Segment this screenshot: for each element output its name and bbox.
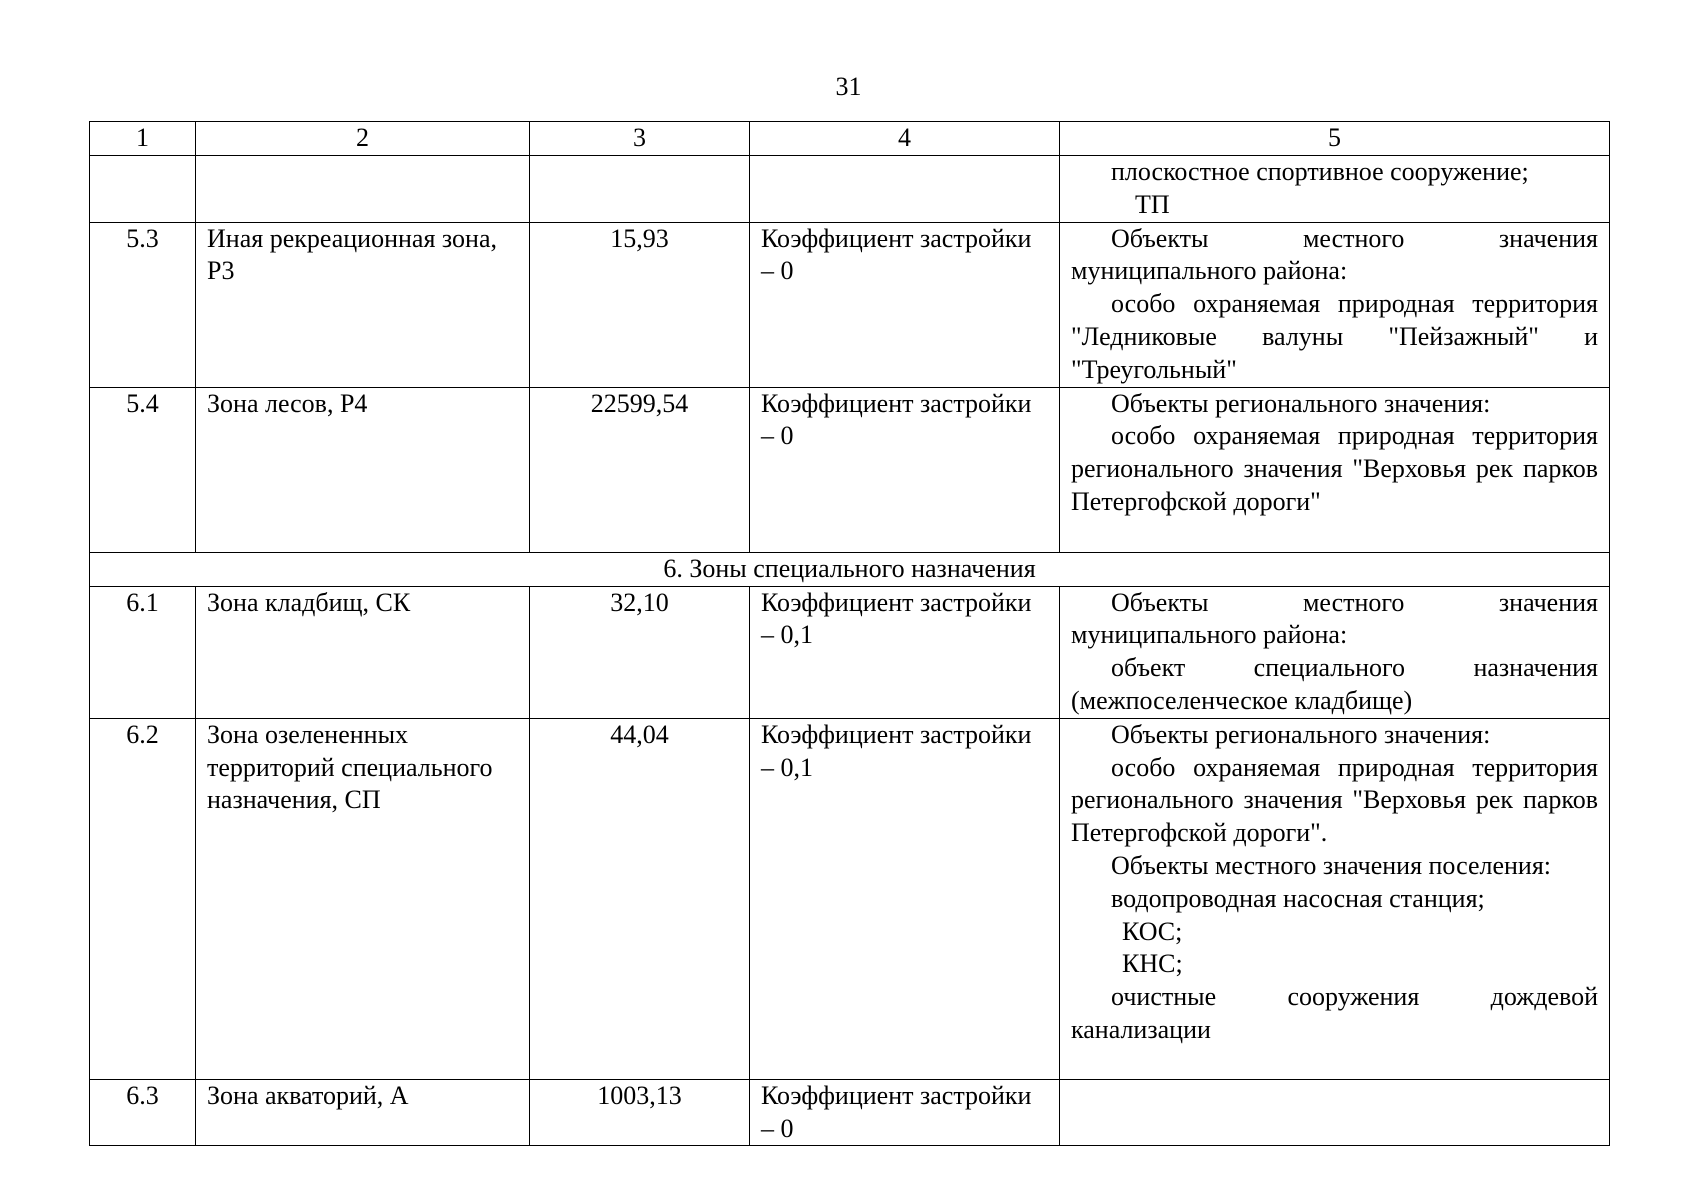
section-row bbox=[90, 552, 1610, 586]
object-line: Объекты местного значения поселения: bbox=[1111, 850, 1552, 880]
object-line: КОС; bbox=[1122, 916, 1183, 946]
zone-area: 1003,13 bbox=[530, 1079, 750, 1146]
zone-name: Зона лесов, Р4 bbox=[196, 387, 530, 552]
header-cell: 4 bbox=[750, 122, 1060, 156]
table-row bbox=[90, 586, 1610, 718]
table-row bbox=[90, 222, 1610, 387]
zone-area: 15,93 bbox=[530, 222, 750, 387]
zone-parameter bbox=[750, 156, 1060, 223]
row-number: 6.2 bbox=[90, 718, 196, 1079]
row-number: 5.3 bbox=[90, 222, 196, 387]
zone-area: 32,10 bbox=[530, 586, 750, 718]
zone-name: Зона акваторий, А bbox=[196, 1079, 530, 1146]
zone-objects bbox=[1060, 387, 1610, 552]
zone-parameter: Коэффициент застройки – 0,1 bbox=[750, 586, 1060, 718]
object-line: водопроводная насосная станция; bbox=[1111, 883, 1485, 913]
row-number: 6.1 bbox=[90, 586, 196, 718]
table-row bbox=[90, 156, 1610, 223]
section-title: 6. Зоны специального назначения bbox=[90, 552, 1610, 586]
zone-objects bbox=[1060, 156, 1610, 223]
zone-area: 22599,54 bbox=[530, 387, 750, 552]
zone-name: Иная рекреационная зона, Р3 bbox=[196, 222, 530, 387]
header-cell: 2 bbox=[196, 122, 530, 156]
object-line: особо охраняемая природная территория регионального значения "Верховья рек парков Петергофской дороги" bbox=[1071, 421, 1598, 516]
page-number: 31 bbox=[835, 72, 862, 101]
object-line: особо охраняемая природная территория регионального значения "Верховья рек парков Петергофской дороги". bbox=[1071, 752, 1598, 848]
zone-objects bbox=[1060, 222, 1610, 387]
zone-area bbox=[530, 156, 750, 223]
object-line: объект специального назначения (межпоселенческое кладбище) bbox=[1071, 653, 1598, 715]
table-row bbox=[90, 718, 1610, 1079]
zone-parameter: Коэффициент застройки – 0 bbox=[750, 387, 1060, 552]
object-line: плоскостное спортивное сооружение; bbox=[1111, 157, 1529, 186]
zone-name bbox=[196, 156, 530, 223]
table-header-row bbox=[90, 122, 1610, 156]
zone-parameter: Коэффициент застройки – 0,1 bbox=[750, 718, 1060, 1079]
object-line: Объекты местного значения муниципального района: bbox=[1071, 587, 1598, 650]
table-row bbox=[90, 387, 1610, 552]
object-line: Объекты регионального значения: bbox=[1111, 388, 1491, 418]
table-row bbox=[90, 1079, 1610, 1146]
object-line: Объекты местного значения муниципального района: bbox=[1071, 223, 1598, 286]
row-number bbox=[90, 156, 196, 223]
zone-name: Зона озелененных территорий специального назначения, СП bbox=[196, 718, 530, 1079]
row-number: 6.3 bbox=[90, 1079, 196, 1146]
header-cell: 3 bbox=[530, 122, 750, 156]
header-cell: 5 bbox=[1060, 122, 1610, 156]
zone-objects bbox=[1060, 586, 1610, 718]
zone-name: Зона кладбищ, СК bbox=[196, 586, 530, 718]
zone-parameter: Коэффициент застройки – 0 bbox=[750, 222, 1060, 387]
zones-table bbox=[89, 121, 1610, 1146]
object-line: КНС; bbox=[1122, 949, 1183, 979]
object-line: особо охраняемая природная территория "Ледниковые валуны "Пейзажный" и "Треугольный" bbox=[1071, 289, 1598, 384]
zone-parameter: Коэффициент застройки – 0 bbox=[750, 1079, 1060, 1146]
zone-area: 44,04 bbox=[530, 718, 750, 1079]
object-line: очистные сооружения дождевой канализации bbox=[1071, 982, 1598, 1044]
zone-objects bbox=[1060, 1079, 1610, 1146]
object-line: Объекты регионального значения: bbox=[1111, 719, 1491, 749]
header-cell: 1 bbox=[90, 122, 196, 156]
zone-objects bbox=[1060, 718, 1610, 1079]
object-line: ТП bbox=[1135, 189, 1170, 219]
row-number: 5.4 bbox=[90, 387, 196, 552]
